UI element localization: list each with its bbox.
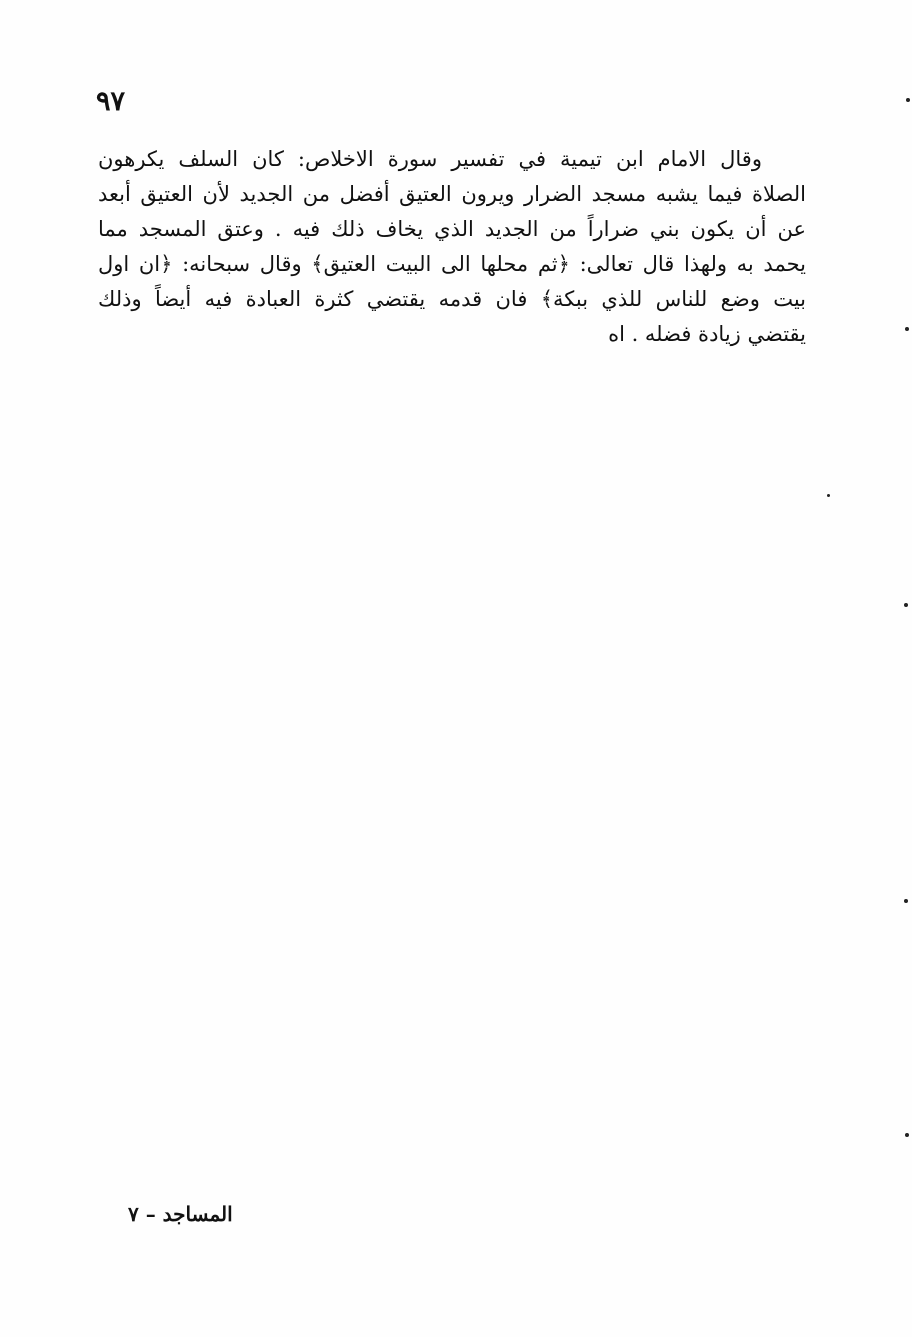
body-paragraph [98, 142, 806, 352]
scan-speck [906, 98, 910, 102]
scan-speck [904, 603, 908, 607]
scan-speck [905, 1133, 909, 1137]
text-line: بيت وضع للناس للذي ببكة﴾ فان قدمه يقتضي كثرة العبادة فيه أيضاً وذلك [98, 287, 806, 311]
text-line: الصلاة فيما يشبه مسجد الضرار ويرون العتيق أفضل من الجديد لأن العتيق أبعد [98, 182, 806, 206]
scan-speck [905, 327, 909, 331]
scan-speck [827, 494, 830, 497]
scan-speck [904, 899, 908, 903]
signature-mark: المساجد – ٧ [128, 1202, 233, 1226]
text-line: وقال الامام ابن تيمية في تفسير سورة الاخلاص: كان السلف يكرهون [98, 147, 762, 171]
text-line: يقتضي زيادة فضله . اه [608, 322, 806, 346]
page-number: ٩٧ [96, 86, 126, 117]
text-line: عن أن يكون بني ضراراً من الجديد الذي يخاف ذلك فيه . وعتق المسجد مما [98, 217, 806, 241]
text-line: يحمد به ولهذا قال تعالى: ﴿ثم محلها الى البيت العتيق﴾ وقال سبحانه: ﴿ان اول [98, 252, 806, 276]
